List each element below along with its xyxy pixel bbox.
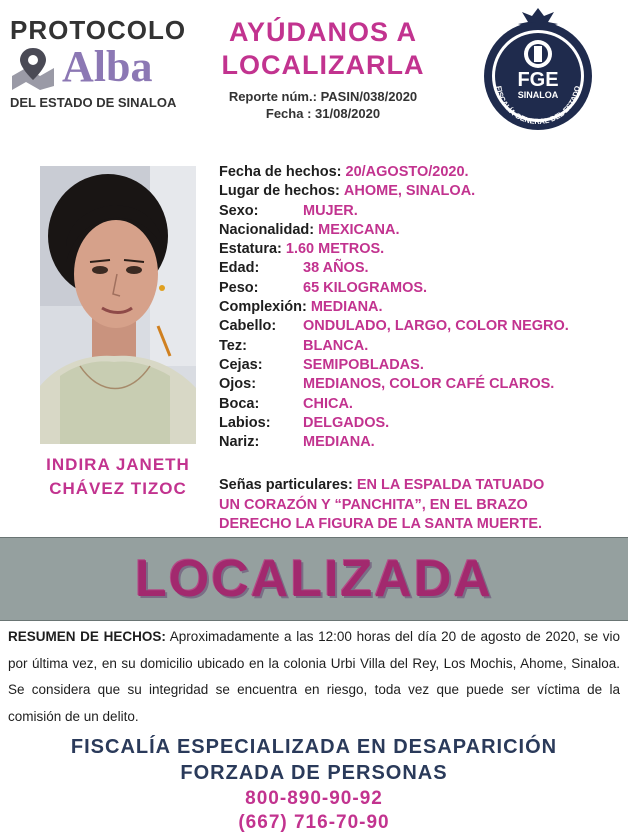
summary-paragraph [8, 624, 620, 730]
report-label: Reporte núm.: [228, 89, 317, 104]
report-number [198, 89, 448, 104]
detail-value: MEXICANA. [318, 221, 400, 238]
summary-text: Aproximadamente a las 12:00 horas del día 20 de agosto de 2020, se vio por última vez, en su domicilio ubicado en la colonia Urbi Villa del Rey, Los Mochis, Ahome, Sinaloa. Se considera que su integridad se encuentra en riesgo, toda vez que puede ser víctima de la comisión de un delito. [8, 629, 621, 724]
detail-value: SEMIPOBLADAS. [303, 356, 424, 373]
detail-row [219, 414, 619, 433]
detail-value: 65 KILOGRAMOS. [303, 279, 428, 296]
detail-row [219, 221, 619, 240]
detail-value: 38 AÑOS. [303, 260, 369, 277]
detail-label: Tez: [219, 337, 247, 354]
phone-number-2[interactable]: (667) 716-70-90 [238, 812, 390, 833]
seal-ring-text: FISCALÍA GENERAL DEL ESTADO [494, 85, 582, 127]
state-text: DEL ESTADO DE SINALOA [10, 95, 177, 110]
phone-number-1[interactable]: 800-890-90-92 [245, 788, 383, 809]
detail-label: Peso: [219, 279, 259, 296]
date-value: 31/08/2020 [315, 106, 381, 121]
detail-value: DELGADOS. [303, 414, 390, 431]
detail-label: Complexión: [219, 299, 307, 316]
headline-line1: AYÚDANOS A [228, 17, 418, 47]
agency-line1: FISCALÍA ESPECIALIZADA EN DESAPARICIÓN [70, 736, 558, 758]
detail-label: Labios: [219, 414, 271, 431]
detail-value: MEDIANA. [303, 434, 375, 451]
detail-row [219, 356, 619, 375]
detail-row [219, 433, 619, 452]
detail-value: AHOME, SINALOA. [343, 183, 476, 200]
distinguishing-marks [219, 476, 619, 535]
protocolo-text: PROTOCOLO [10, 15, 187, 45]
detail-value: MEDIANA. [310, 299, 383, 316]
detail-label: Fecha de hechos: [219, 164, 342, 180]
detail-row [219, 279, 619, 298]
detail-label: Edad: [219, 260, 260, 277]
detail-row [219, 375, 619, 394]
report-date [198, 106, 448, 121]
seal-sinaloa-text: SINALOA [517, 90, 559, 100]
map-pin-icon [12, 46, 54, 90]
report-value: PASIN/038/2020 [320, 89, 418, 104]
detail-label: Lugar de hechos: [219, 183, 340, 200]
detail-row [219, 317, 619, 336]
detail-row [219, 337, 619, 356]
detail-value: BLANCA. [303, 337, 369, 354]
detail-value: ONDULADO, LARGO, COLOR NEGRO. [303, 318, 569, 335]
agency-line2: FORZADA DE PERSONAS [180, 762, 448, 784]
detail-row [219, 163, 619, 182]
details-list [219, 163, 619, 452]
detail-label: Boca: [219, 395, 260, 412]
alba-logo-text: Alba [62, 42, 153, 91]
detail-label: Cabello: [219, 318, 277, 335]
victim-name-line2: CHÁVEZ TIZOC [49, 479, 187, 498]
detail-label: Ojos: [219, 376, 257, 393]
detail-row [219, 298, 619, 317]
status-banner [0, 537, 628, 621]
detail-row [219, 240, 619, 259]
senas-value-line2: UN CORAZÓN Y “PANCHITA”, EN EL BRAZO [219, 496, 528, 513]
victim-photo [40, 166, 196, 444]
summary-label: RESUMEN DE HECHOS: [8, 629, 166, 644]
detail-label: Cejas: [219, 356, 263, 373]
date-label: Fecha : [265, 106, 312, 121]
senas-value-line1: EN LA ESPALDA TATUADO [356, 477, 545, 493]
detail-row [219, 182, 619, 201]
status-text: LOCALIZADA [135, 550, 493, 608]
headline-line2: LOCALIZARLA [221, 50, 425, 80]
victim-name-line1: INDIRA JANETH [46, 455, 190, 474]
detail-row [219, 395, 619, 414]
detail-label: Nacionalidad: [219, 221, 315, 238]
senas-label: Señas particulares: [219, 477, 353, 493]
senas-value-line3: DERECHO LA FIGURA DE LA SANTA MUERTE. [219, 516, 543, 532]
detail-value: CHICA. [303, 395, 353, 412]
detail-value: 20/AGOSTO/2020. [345, 164, 469, 180]
detail-row [219, 259, 619, 278]
detail-label: Nariz: [219, 434, 260, 451]
detail-label: Sexo: [219, 202, 259, 219]
detail-label: Estatura: [219, 241, 282, 258]
detail-value: MEDIANOS, COLOR CAFÉ CLAROS. [303, 376, 555, 393]
detail-row [219, 202, 619, 221]
detail-value: 1.60 METROS. [285, 241, 385, 258]
seal-fge-text: FGE [517, 69, 559, 91]
fge-seal-icon [478, 6, 598, 132]
detail-value: MUJER. [303, 202, 358, 219]
